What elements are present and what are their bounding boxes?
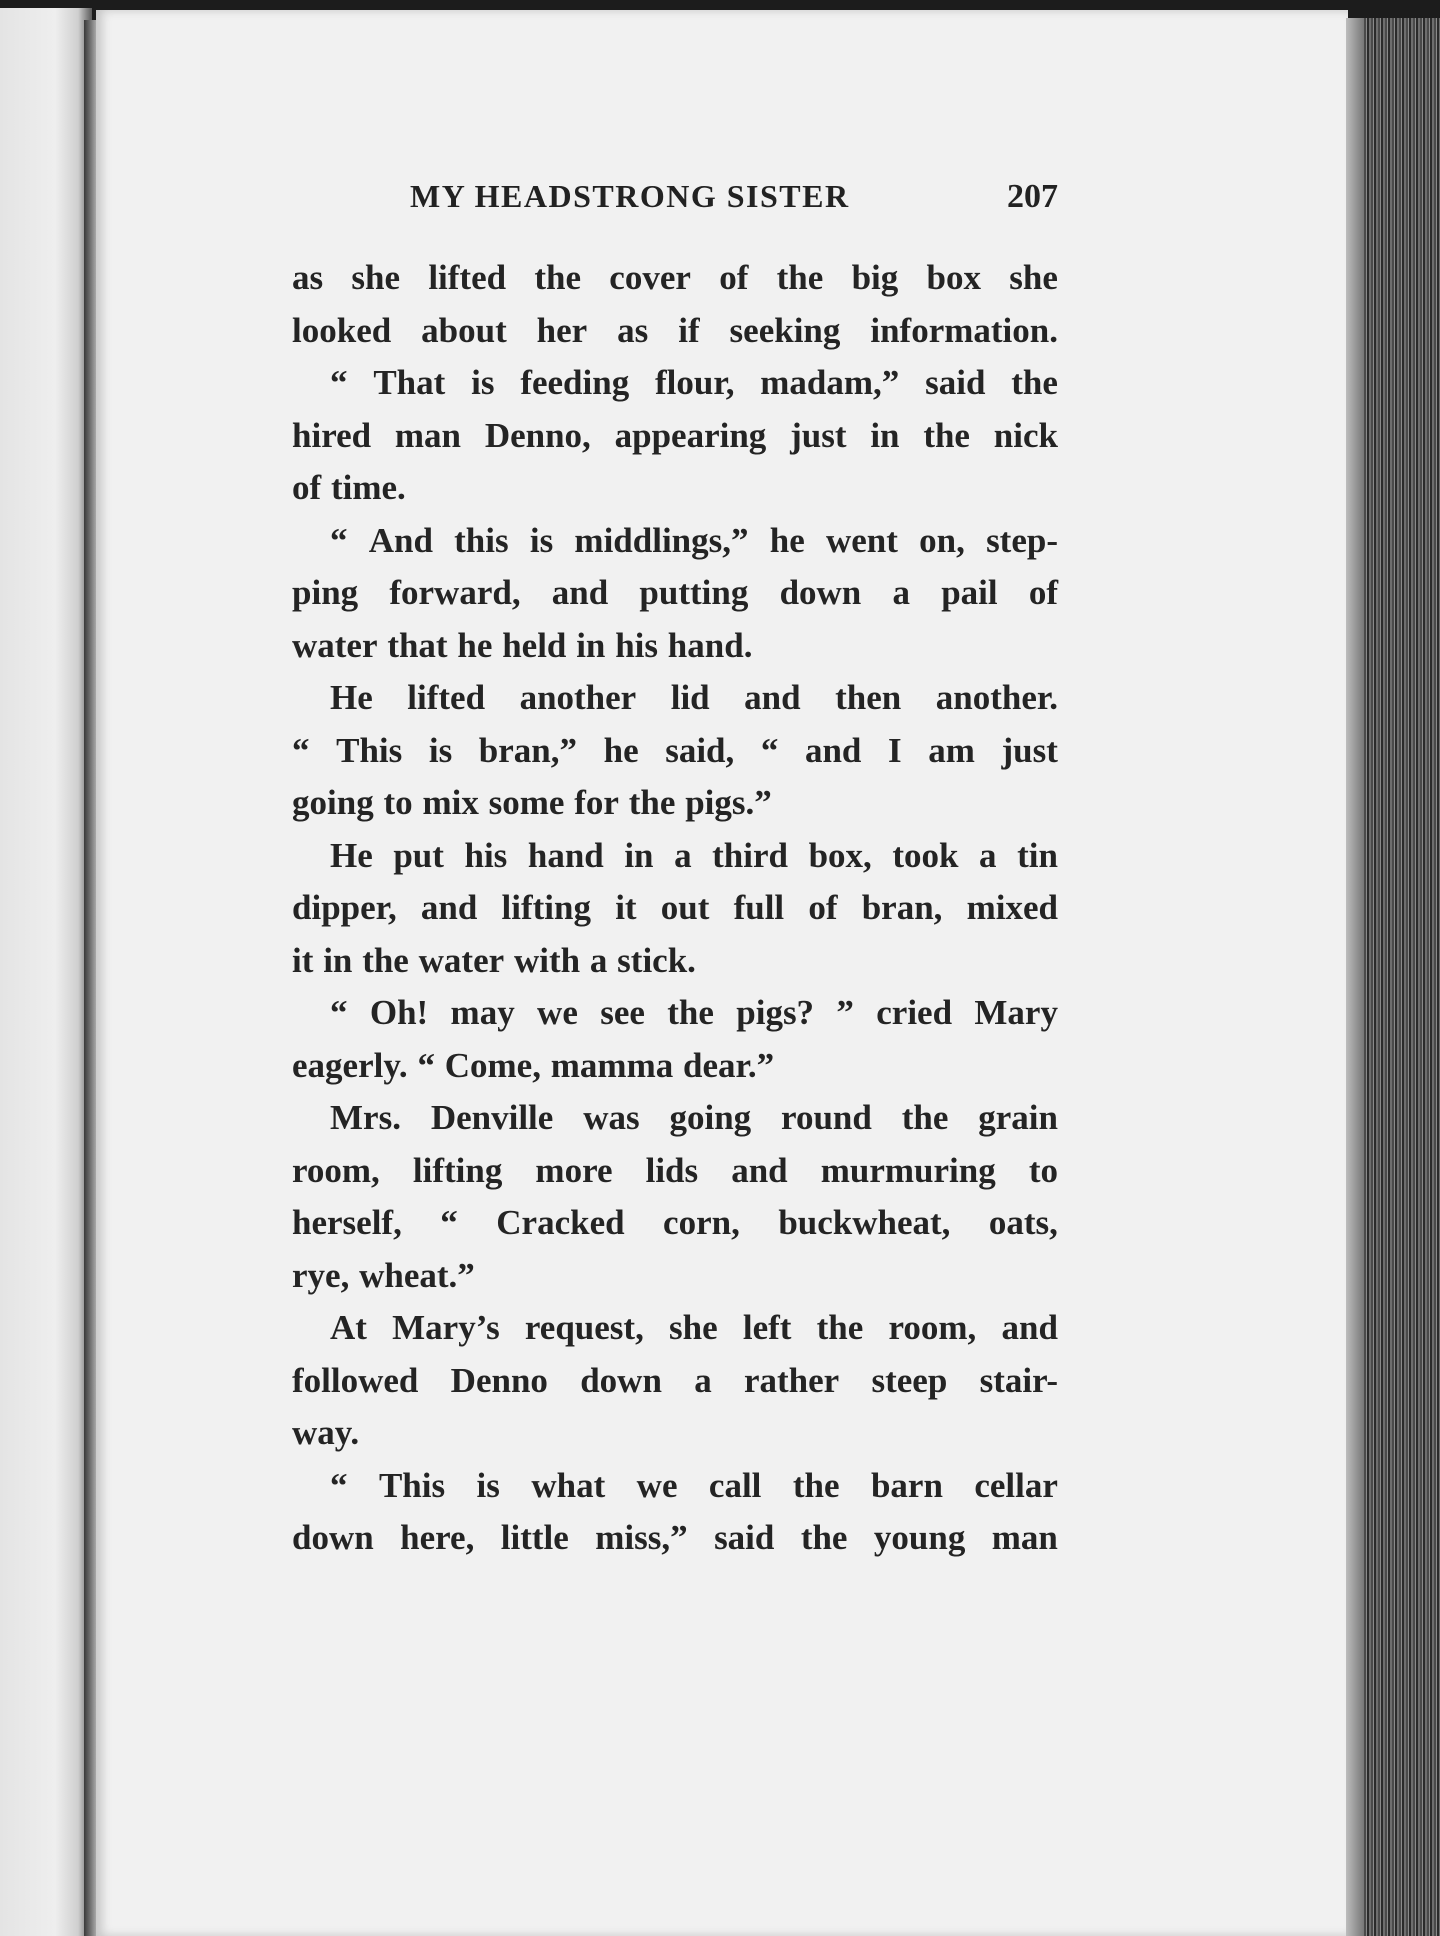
text-line: “ This is what we call the barn cellar — [330, 1465, 1058, 1505]
text-line: herself, “ Cracked corn, buckwheat, oats, — [292, 1203, 1058, 1242]
running-title: MY HEADSTRONG SISTER — [410, 178, 850, 214]
text-line: He put his hand in a third box, took a tin — [330, 835, 1058, 875]
running-head — [292, 178, 1058, 238]
text-line: followed Denno down a rather steep stair- — [292, 1360, 1058, 1400]
text-line: down here, little miss,” said the young man — [292, 1518, 1058, 1557]
text-line: hired man Denno, appearing just in the nick — [292, 415, 1058, 455]
text-line: looked about her as if seeking information. — [292, 310, 1058, 350]
text-line: At Mary’s request, she left the room, and — [330, 1308, 1058, 1347]
text-line: “ This is bran,” he said, “ and I am just — [292, 730, 1058, 770]
page-number: 207 — [1007, 178, 1058, 215]
text-line: Mrs. Denville was going round the grain — [330, 1098, 1058, 1137]
facing-page-edge — [0, 8, 92, 1936]
text-line: it in the water with a stick. — [292, 940, 696, 980]
page-edge-stack — [1346, 18, 1440, 1936]
text-line: “ Oh! may we see the pigs? ” cried Mary — [330, 993, 1058, 1032]
text-line: room, lifting more lids and murmuring to — [292, 1150, 1058, 1190]
text-line: water that he held in his hand. — [292, 625, 753, 665]
text-line: way. — [292, 1413, 360, 1452]
text-line: rye, wheat.” — [292, 1255, 475, 1295]
body-text — [292, 252, 1058, 1565]
text-line: as she lifted the cover of the big box she — [292, 258, 1058, 297]
text-line: He lifted another lid and then another. — [330, 678, 1058, 717]
text-line: eagerly. “ Come, mamma dear.” — [292, 1045, 775, 1085]
text-line: “ And this is middlings,” he went on, step- — [330, 520, 1058, 560]
text-line: going to mix some for the pigs.” — [292, 783, 772, 822]
text-line: dipper, and lifting it out full of bran, mixed — [292, 888, 1058, 927]
text-line: of time. — [292, 468, 406, 507]
text-line: “ That is feeding flour, madam,” said the — [330, 363, 1058, 402]
text-line: ping forward, and putting down a pail of — [292, 573, 1058, 612]
